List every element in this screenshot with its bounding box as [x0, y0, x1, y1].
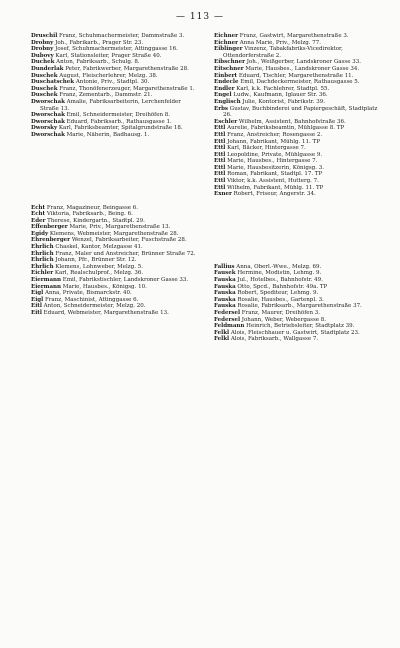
- directory-entry: [31, 257, 197, 264]
- entry-surname: Felkl: [214, 329, 230, 336]
- directory-entry: [214, 92, 380, 99]
- entry-surname: Ettl: [214, 178, 226, 185]
- entry-surname: Ettl: [214, 138, 226, 145]
- entry-details: Roman, Fabrikant, Stadtpl. 17. TP: [225, 171, 323, 178]
- directory-entry: [31, 297, 197, 304]
- entry-details: Marie, Näherin, Badhausg. 1.: [64, 131, 150, 138]
- entry-surname: Dubovy: [31, 52, 54, 59]
- entry-details: Johann, Pfr., Brünner Str. 12.: [53, 257, 137, 264]
- entry-details: Emil, Fabrikstischler, Landskroner Gasse 33.: [61, 277, 189, 284]
- directory-entry: [31, 92, 197, 99]
- directory-entry: [214, 158, 380, 165]
- entry-surname: Fallius: [214, 263, 235, 270]
- entry-surname: Eibschner: [214, 59, 245, 66]
- entry-surname: Dworsky: [31, 125, 58, 132]
- directory-entry: [214, 191, 380, 198]
- entry-details: Aurelie, Fabriksbeamtin, Mühlgasse 8. TP: [225, 125, 345, 132]
- entry-details: Karl, Realschulprof., Melzg. 36.: [53, 270, 144, 277]
- entry-surname: Egidy: [31, 230, 49, 237]
- entry-surname: Ettl: [214, 125, 226, 132]
- entry-details: Klemens, Lohnweber, Melzg. 5.: [53, 263, 143, 270]
- entry-details: Jul., Hotelbes., Bahnhofstr. 49.: [235, 277, 323, 284]
- entry-details: Eduard, Webmeister, Margarethenstraße 13.: [41, 310, 169, 316]
- directory-entry: [214, 336, 380, 343]
- entry-surname: Dworschak: [31, 118, 65, 125]
- entry-details: Antonie, Priv., Stadtpl. 30.: [74, 79, 150, 86]
- entry-details: Anna, Oberl.-Wwe., Melzg. 69.: [234, 263, 322, 270]
- directory-entry: [214, 270, 380, 277]
- entry-surname: Duschek: [31, 92, 58, 99]
- entry-details: Franz, Anstreicher, Rosengasse 2.: [225, 131, 323, 138]
- entry-details: Franz, Gastwirt, Margarethenstraße 3.: [238, 33, 349, 39]
- directory-entry: [214, 303, 380, 310]
- directory-entry: [31, 125, 197, 132]
- directory-entry: [31, 66, 197, 73]
- directory-entry: [31, 290, 197, 297]
- directory-entry: [214, 310, 380, 317]
- entry-surname: Eitl: [31, 310, 42, 316]
- entry-surname: Fausek: [214, 270, 236, 277]
- directory-entry: [214, 106, 380, 119]
- directory-entry: [214, 178, 380, 185]
- entry-details: Franz, Maler und Anstreicher, Brünner Straße 72.: [53, 250, 196, 257]
- section-gap: [214, 198, 380, 264]
- entry-surname: Einbert: [214, 72, 238, 79]
- entry-details: Franz, Thonöfenerzeuger, Margarethenstraße 1.: [57, 85, 195, 92]
- directory-entry: [31, 303, 197, 310]
- entry-details: Karl, Stationsleiter, Prager Straße 40.: [53, 52, 162, 59]
- entry-details: Rosalie, Fabriksarb., Margarethenstraße 37.: [235, 303, 362, 310]
- entry-surname: Eiermann: [31, 283, 62, 290]
- entry-details: Robert, Friseur, Angerstr. 34.: [231, 191, 316, 198]
- entry-surname: Echt: [31, 211, 46, 218]
- directory-entry: [31, 205, 197, 212]
- entry-surname: Eigl: [31, 290, 44, 297]
- entry-surname: Eichner: [214, 39, 239, 46]
- entry-surname: Ettl: [214, 158, 226, 165]
- directory-entry: [214, 185, 380, 192]
- entry-details: Therese, Kindergartn., Stadtpl. 29.: [45, 217, 145, 224]
- entry-surname: Ettl: [214, 145, 226, 152]
- entry-surname: Eitl: [31, 303, 42, 310]
- entry-surname: Feldmann: [214, 323, 245, 330]
- entry-details: Leopoldine, Private, Mühlgasse 9.: [225, 151, 323, 158]
- entry-surname: Druschil: [31, 33, 58, 39]
- entry-surname: Ehrlich: [31, 244, 54, 251]
- entry-surname: Dunderlak: [31, 65, 64, 72]
- directory-entry: [214, 264, 380, 271]
- directory-entry: [31, 270, 197, 277]
- entry-surname: Duschatschek: [31, 79, 75, 86]
- entry-surname: Eitschner: [214, 65, 244, 72]
- entry-surname: Eiermann: [31, 277, 62, 284]
- directory-entry: [31, 264, 197, 271]
- entry-details: Marie, Hausbes., Landskroner Gasse 34.: [243, 65, 360, 72]
- entry-details: Johann, Fabrikant, Mühlg. 11. TP: [225, 138, 320, 145]
- directory-entry: [31, 40, 197, 47]
- entry-surname: Ettl: [214, 131, 226, 138]
- directory-entry: [214, 59, 380, 66]
- directory-entry: [31, 284, 197, 291]
- page-number: — 113 —: [176, 12, 224, 22]
- entry-details: Wilhelm, Fabrikant, Mühlg. 11. TP: [225, 184, 324, 191]
- directory-entry: [31, 73, 197, 80]
- entry-surname: Federsel: [214, 316, 241, 323]
- entry-details: Gustav, Buchbinderei und Papiergeschäft, Stadtplatz 26.: [223, 105, 378, 119]
- entry-details: Marie, Hausbesitzerin, Königsg. 3.: [225, 164, 324, 171]
- directory-entry: [31, 33, 197, 40]
- entry-surname: Eichler: [31, 270, 54, 277]
- entry-surname: Echt: [31, 204, 46, 211]
- entry-details: Wenzel, Fabriksarbeiter, Fuschstraße 28.: [70, 237, 187, 244]
- entry-details: Anton, Schneidermeister, Melzg. 20.: [41, 303, 146, 310]
- entry-surname: Drobny: [31, 39, 54, 46]
- right-column: [214, 33, 380, 343]
- entry-details: Marie, Hausbes., Hintergasse 7.: [225, 158, 318, 165]
- directory-entry: [214, 330, 380, 337]
- entry-surname: Fauska: [214, 303, 236, 310]
- entry-details: Franz, Zementarb., Dammstr. 21.: [57, 92, 153, 99]
- directory-entry: [214, 86, 380, 93]
- entry-details: Viktoria, Fabriksarb., Being. 6.: [45, 211, 133, 218]
- entry-surname: Fauska: [214, 290, 236, 297]
- entry-details: Karl, Bäcker, Hintergasse 7.: [225, 145, 306, 152]
- entry-details: Franz, Maurer, Dreihöfen 3.: [240, 310, 321, 316]
- directory-entry: [214, 119, 380, 126]
- entry-details: Amalie, Fabriksarbeiterin, Lerchenfelder Straße 13.: [40, 98, 181, 112]
- directory-entry: [214, 73, 380, 80]
- directory-entry: [214, 277, 380, 284]
- entry-details: Eduard, Tischler, Margarethenstraße 11.: [237, 72, 354, 79]
- entry-details: Emil, Dachdeckermeister, Rathausgasse 5.: [238, 79, 360, 86]
- directory-entry: [214, 290, 380, 297]
- entry-details: Johann, Weber, Webergasse 8.: [240, 316, 327, 323]
- entry-details: Alois, Fabriksarb., Wallgasse 7.: [229, 336, 319, 343]
- directory-entry: [31, 211, 197, 218]
- entry-details: Marie, Hausbes., Königsg. 10.: [61, 283, 147, 290]
- directory-entry: [31, 99, 197, 112]
- entry-surname: Drobny: [31, 46, 54, 53]
- directory-entry: [214, 125, 380, 132]
- directory-entry: [31, 79, 197, 86]
- directory-entry: [31, 86, 197, 93]
- entry-surname: Eiblinger: [214, 46, 243, 53]
- entry-surname: Federsel: [214, 310, 241, 316]
- directory-entry: [214, 145, 380, 152]
- directory-entry: [214, 323, 380, 330]
- entry-surname: Ettl: [214, 184, 226, 191]
- entry-surname: Duschek: [31, 85, 58, 92]
- directory-entry: [31, 251, 197, 258]
- directory-entry: [214, 132, 380, 139]
- entry-surname: Fauska: [214, 296, 236, 303]
- directory-entry: [31, 224, 197, 231]
- entry-details: Vinzenz, Tabakfabriks-Vicedirektor, Ottendorferstraße 2.: [223, 46, 343, 59]
- entry-surname: Dworschak: [31, 131, 65, 138]
- entry-details: Otto, Spcd., Bahnhofstr. 49a. TP: [235, 283, 328, 290]
- entry-surname: Fauska: [214, 277, 236, 284]
- entry-details: Hermine, Modistin, Lehmg. 9.: [235, 270, 322, 277]
- entry-surname: Eschler: [214, 118, 238, 125]
- directory-entry: [31, 310, 197, 317]
- entry-details: Ludw., Kaufmann, Iglauer Str. 36.: [231, 92, 328, 99]
- directory-entry: [31, 237, 197, 244]
- entry-details: Joh., Weißgerber, Landskroner Gasse 33.: [244, 59, 361, 66]
- directory-entry: [214, 99, 380, 106]
- entry-details: Klemens, Webmeister, Margarethenstraße 28.: [48, 230, 179, 237]
- entry-surname: Duchek: [31, 59, 55, 66]
- directory-entry: [214, 317, 380, 324]
- directory-entry: [214, 66, 380, 73]
- entry-surname: Erbs: [214, 105, 229, 112]
- directory-entry: [31, 46, 197, 53]
- entry-surname: Fauska: [214, 283, 236, 290]
- entry-details: Karl, Fabriksbeamter, Spitalgrundstraße 18.: [57, 125, 183, 132]
- entry-surname: Dworschak: [31, 112, 65, 119]
- entry-details: Chaskel, Kantor, Melzgasse 41.: [53, 244, 143, 251]
- entry-details: Marie, Priv., Margarethenstraße 13.: [67, 224, 171, 231]
- entry-details: Franz, Maschinist, Attinggasse 6.: [43, 296, 139, 303]
- directory-entry: [214, 297, 380, 304]
- entry-details: Wilhelm, Assistent, Bahnhofstraße 36.: [237, 118, 346, 125]
- entry-details: Karl, k.k. Fachlehrer, Stadtpl. 55.: [234, 85, 330, 92]
- section-gap: [31, 139, 197, 205]
- entry-surname: Ehrlich: [31, 250, 54, 257]
- directory-entry: [214, 165, 380, 172]
- entry-surname: Ettl: [214, 164, 226, 171]
- directory-entry: [214, 284, 380, 291]
- entry-surname: Eichner: [214, 33, 239, 39]
- entry-surname: Englisch: [214, 98, 241, 105]
- entry-details: Josef, Schuhmachermeister, Attinggasse 16.: [53, 46, 178, 53]
- entry-details: August, Fleischerlehrer, Melzg. 38.: [57, 72, 158, 79]
- entry-details: Robert, Spediteur, Lehmg. 9.: [235, 290, 319, 297]
- entry-details: Anton, Fabriksarb., Schulg. 8.: [54, 59, 140, 66]
- entry-surname: Effenberger: [31, 224, 68, 231]
- entry-surname: Ehrlich: [31, 257, 54, 264]
- entry-surname: Felkl: [214, 336, 230, 343]
- directory-entry: [31, 112, 197, 119]
- entry-details: Rosalie, Hausbes., Gartenpl. 3.: [235, 296, 324, 303]
- directory-entry: [214, 33, 380, 40]
- entry-details: Eduard, Fabriksarb., Rathausgasse 1.: [64, 118, 172, 125]
- entry-surname: Eigl: [31, 296, 44, 303]
- entry-surname: Ettl: [214, 151, 226, 158]
- directory-entry: [31, 277, 197, 284]
- directory-entry: [31, 53, 197, 60]
- entry-details: Peter, Fabrikwerber, Margarethenstraße 28.: [63, 65, 189, 72]
- directory-entry: [214, 46, 380, 59]
- entry-details: Emil, Schneidermeister, Dreihöfen 8.: [64, 112, 171, 119]
- entry-surname: Exner: [214, 191, 232, 198]
- directory-entry: [31, 132, 197, 139]
- entry-details: Anna, Private, Bismarckstr. 40.: [43, 290, 132, 297]
- directory-entry: [31, 231, 197, 238]
- directory-entry: [31, 119, 197, 126]
- entry-surname: Engel: [214, 92, 232, 99]
- directory-entry: [214, 139, 380, 146]
- directory-entry: [214, 40, 380, 47]
- entry-surname: Ehrlich: [31, 263, 54, 270]
- entry-surname: Duschek: [31, 72, 58, 79]
- entry-surname: Dworschak: [31, 98, 65, 105]
- entry-details: Heinrich, Betriebsleiter, Stadtplatz 39.: [244, 323, 355, 330]
- entry-details: Alois, Fleischhauer u. Gastwirt, Stadtplatz 23.: [229, 329, 360, 336]
- directory-entry: [214, 79, 380, 86]
- entry-surname: Ettl: [214, 171, 226, 178]
- entry-surname: Endler: [214, 85, 235, 92]
- directory-entry: [214, 171, 380, 178]
- directory-entry: [214, 152, 380, 159]
- entry-details: Julie, Kontorist, Fabrikstr. 39.: [240, 98, 325, 105]
- entry-surname: Endecle: [214, 79, 239, 86]
- left-column: [31, 33, 197, 317]
- entry-details: Joh., Fabrikarb., Prager Str. 23.: [53, 39, 144, 46]
- directory-entry: [31, 218, 197, 225]
- entry-surname: Ehrenberger: [31, 237, 71, 244]
- entry-details: Viktor, k.k. Assistent, Hutterg. 7.: [225, 178, 319, 185]
- directory-entry: [31, 59, 197, 66]
- entry-details: Franz, Schuhmachermeister, Dammstraße 3.: [57, 33, 185, 39]
- entry-surname: Eder: [31, 217, 46, 224]
- directory-entry: [31, 244, 197, 251]
- entry-details: Anna Marie, Priv., Melzg. 77.: [238, 39, 322, 46]
- entry-details: Franz, Magazineur, Beingasse 6.: [45, 204, 139, 211]
